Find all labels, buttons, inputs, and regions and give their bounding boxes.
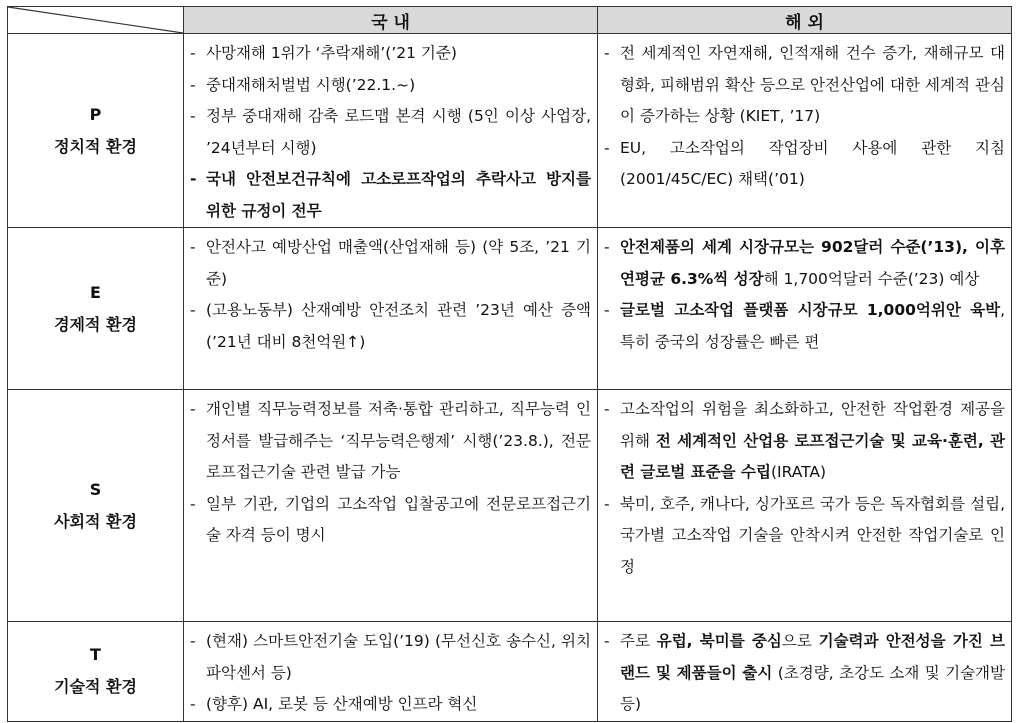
row-code: S — [89, 479, 102, 499]
emphasis-text: 글로벌 고소작업 플랫폼 시장규모 1,000억위안 육박 — [620, 301, 1001, 319]
list-item: - (향후) AI, 로봇 등 산재예방 인프라 혁신 — [188, 689, 591, 721]
row-name: 정치적 환경 — [54, 136, 137, 156]
emphasis-text: 기술력과 안전성을 가진 브랜드 및 제품들이 출시 — [620, 632, 1006, 682]
plain-text: 고소작업의 위험을 최소화하고, 안전한 작업환경 제공을 위해 — [620, 400, 1005, 450]
overseas-cell — [598, 622, 1012, 722]
list-item: - 중대재해처벌법 시행(’22.1.~) — [188, 70, 591, 102]
row-code: E — [90, 282, 101, 302]
header-domestic: 국 내 — [184, 7, 598, 34]
emphasis-text: 안전제품의 세계 시장규모는 902달러 수준(’13), 이후 연평균 6.3%씩 성장 — [620, 238, 1005, 288]
plain-text: 으로 — [781, 632, 819, 650]
header-overseas: 해 외 — [598, 7, 1012, 34]
emphasis-text: 유럽, 북미를 중심 — [656, 632, 782, 650]
list-item — [602, 394, 1005, 489]
row-social — [8, 390, 1012, 622]
domestic-cell — [184, 622, 598, 722]
row-code: P — [89, 104, 102, 124]
pest-analysis-table — [7, 6, 1012, 722]
row-label — [8, 390, 184, 622]
list-item: - 안전사고 예방산업 매출액(산업재해 등) (약 5조, ’21 기준) — [188, 232, 591, 295]
plain-text: 주로 — [620, 632, 657, 650]
row-label — [8, 228, 184, 390]
list-item: - 개인별 직무능력정보를 저축·통합 관리하고, 직무능력 인정서를 발급해주는 ‘직무능력은행제’ 시행(’23.8.), 전문로프접근기술 관련 발급 가능 — [188, 394, 591, 489]
list-item: - 국내 안전보건규칙에 고소로프작업의 추락사고 방지를 위한 규정이 전무 — [188, 164, 591, 227]
list-item: - 정부 중대재해 감축 로드맵 본격 시행 (5인 이상 사업장, ’24년부터 시행) — [188, 101, 591, 164]
list-item — [602, 626, 1005, 721]
plain-text: 해 1,700억달러 수준(’23) 예상 — [763, 269, 980, 288]
plain-text: (IRATA) — [770, 463, 827, 481]
domestic-cell — [184, 228, 598, 390]
list-item — [602, 232, 1005, 295]
row-code: T — [90, 645, 101, 665]
row-name: 경제적 환경 — [54, 314, 137, 334]
list-item: - 전 세계적인 자연재해, 인적재해 건수 증가, 재해규모 대형화, 피해범위 확산 등으로 안전산업에 대한 세계적 관심이 증가하는 상황 (KIET, ’17) — [602, 38, 1005, 133]
list-item: - 사망재해 1위가 ‘추락재해’(’21 기준) — [188, 38, 591, 70]
overseas-cell — [598, 228, 1012, 390]
header-row — [8, 7, 1012, 34]
list-item: - (현재) 스마트안전기술 도입(’19) (무선신호 송수신, 위치파악센서 등) — [188, 626, 591, 689]
plain-text: (초경량, 초강도 소재 및 기술개발 등) — [620, 663, 1005, 713]
row-economic — [8, 228, 1012, 390]
diagonal-line — [8, 7, 183, 33]
list-item: - EU, 고소작업의 작업장비 사용에 관한 지침 (2001/45C/EC) 채택(’01) — [602, 133, 1005, 196]
domestic-cell — [184, 390, 598, 622]
list-item — [602, 295, 1005, 358]
row-name: 기술적 환경 — [54, 677, 137, 697]
row-political — [8, 34, 1012, 228]
overseas-cell — [598, 390, 1012, 622]
row-label — [8, 622, 184, 722]
corner-cell — [8, 7, 184, 34]
list-item: - 북미, 호주, 캐나다, 싱가포르 국가 등은 독자협회를 설립, 국가별 고소작업 기술을 안착시켜 안전한 작업기술로 인정 — [602, 489, 1005, 584]
overseas-cell — [598, 34, 1012, 228]
list-item: - 일부 기관, 기업의 고소작업 입찰공고에 전문로프접근기술 자격 등이 명시 — [188, 489, 591, 552]
domestic-cell — [184, 34, 598, 228]
emphasis-text: 전 세계적인 산업용 로프접근기술 및 교육·훈련, 관련 글로벌 표준을 수립 — [620, 431, 1005, 481]
row-name: 사회적 환경 — [54, 511, 137, 531]
row-label — [8, 34, 184, 228]
plain-text: , 특히 중국의 성장률은 빠른 편 — [620, 301, 1005, 351]
list-item: - (고용노동부) 산재예방 안전조치 관련 ’23년 예산 증액(’21년 대비 8천억원↑) — [188, 295, 591, 358]
row-technological — [8, 622, 1012, 722]
